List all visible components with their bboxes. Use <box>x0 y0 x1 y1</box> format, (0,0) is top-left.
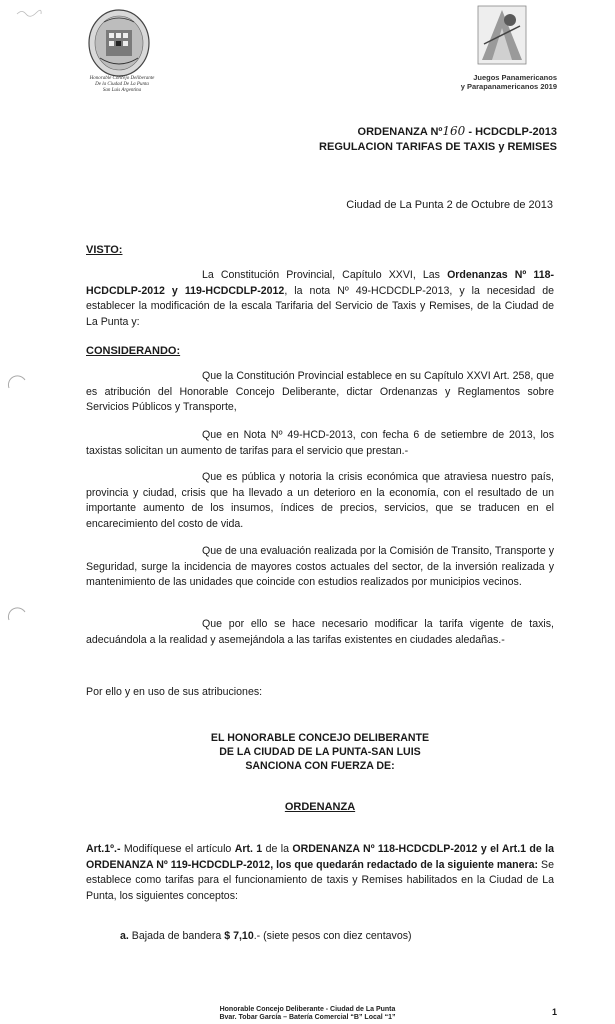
visto-bold-text: Ordenanzas Nº 118-HCDCDLP-2012 y 119-HCDCDLP-2012 <box>86 269 555 297</box>
ordinance-prefix: ORDENANZA Nº <box>357 126 443 138</box>
por-ello-line: Por ello y en uso de sus atribuciones: <box>86 686 263 698</box>
sanciona-line: EL HONORABLE CONCEJO DELIBERANTE <box>210 732 430 744</box>
considerando-paragraph: Que por ello se hace necesario modificar la tarifa vigente de taxis, adecuándola a la realidad y asemejándola a las tarifas existentes en ciudades aledañas.- <box>86 618 554 646</box>
article-1-text: Modifíquese el artículo <box>123 843 235 855</box>
tariff-item-a <box>120 930 412 942</box>
page-number: 1 <box>551 1007 557 1017</box>
ordinance-subject: REGULACION TARIFAS DE TAXIS y REMISES <box>319 141 557 153</box>
seal-caption-line: Honorable Concejo Deliberante <box>89 76 155 81</box>
item-rest: .- (siete pesos con diez centavos) <box>253 930 412 942</box>
sanciona-line: SANCIONA CON FUERZA DE: <box>245 760 395 772</box>
article-1-bold-text: ORDENANZA Nº 118-HCDCDLP-2012 y el Art.1 de la ORDENANZA Nº 119-HCDCDLP-2012, los que quedarán redactado de la siguiente manera: <box>86 843 554 871</box>
seal-caption <box>74 76 170 94</box>
considerando-paragraph: Que de una evaluación realizada por la Comisión de Transito, Transporte y Seguridad, surge la incidencia de mayores costos actuales del sector, de la inversión realizada y mantenimiento de las unidades que coincide con estudios realizados por municipios vecinos. <box>86 545 554 588</box>
sanciona-line: DE LA CIUDAD DE LA PUNTA-SAN LUIS <box>219 746 421 758</box>
punch-hole-icon <box>6 604 28 626</box>
document-date: Ciudad de La Punta 2 de Octubre de 2013 <box>346 199 553 211</box>
panamerican-games-logo <box>476 4 528 66</box>
sanciona-block <box>86 731 554 773</box>
considerando-heading: CONSIDERANDO: <box>86 345 181 357</box>
concejo-seal-logo <box>86 8 152 78</box>
punch-hole-icon <box>6 372 28 394</box>
event-line: Juegos Panamericanos <box>473 73 557 82</box>
handwritten-ordinance-number: 160 <box>442 124 466 138</box>
item-label: a. <box>120 930 129 942</box>
ordinance-suffix: - HCDCDLP-2013 <box>465 126 557 138</box>
footer-line: Honorable Concejo Deliberante - Ciudad de La Punta <box>219 1006 396 1013</box>
visto-text: , la nota Nº 49-HCDCDLP-2013, y la necesidad de establecer la modificación de la escala Tarifaria del Servicio de Taxis y Remises, de la Ciudad de La Punta y: <box>86 284 554 328</box>
panamerican-games-text <box>461 73 557 91</box>
article-1-bold-text: Art. 1 <box>234 843 263 855</box>
seal-caption-line: San Luis Argentina <box>102 88 142 93</box>
document-title <box>319 124 557 155</box>
ordinance-number-line <box>319 124 557 140</box>
visto-paragraph <box>86 268 554 330</box>
article-1-text: de la <box>262 843 293 855</box>
considerando-paragraph: Que es pública y notoria la crisis económica que atraviesa nuestro país, provincia y ciudad, crisis que ha llevado a un deterioro en la economía, con el resultado de un importante aumento de los insumos, índices de precios, servicios, que se traducen en el encarecimiento del costo de vida. <box>86 471 554 530</box>
article-1-text: Se establece como tarifas para el funcionamiento de taxis y Remises habilitados en la Ciudad de La Punta, los siguientes conceptos: <box>86 858 554 902</box>
seal-caption-line: De la Ciudad De La Punta <box>95 82 149 87</box>
visto-heading: VISTO: <box>86 244 123 256</box>
ordenanza-heading: ORDENANZA <box>284 801 356 813</box>
page-footer <box>0 1006 615 1022</box>
event-line: y Parapanamericanos 2019 <box>460 82 557 91</box>
item-text: Bajada de bandera <box>128 930 225 942</box>
item-amount: $ 7,10 <box>224 930 254 942</box>
article-1-label: Art.1º.- <box>86 843 124 855</box>
visto-text: La Constitución Provincial, Capítulo XXVI, Las <box>202 269 448 281</box>
corner-scribble-icon <box>16 8 42 18</box>
considerando-paragraph: Que la Constitución Provincial establece en su Capítulo XXVI Art. 258, que es atribución del Honorable Concejo Deliberante, dictar Ordenanzas y Reglamentos sobre Servicios Públicos y Transporte, <box>86 370 554 413</box>
footer-line: Bvar. Tobar García – Batería Comercial “B” Local “1” <box>219 1014 396 1021</box>
article-1-paragraph <box>86 842 554 904</box>
considerando-paragraph: Que en Nota Nº 49-HCD-2013, con fecha 6 de setiembre de 2013, los taxistas solicitan un aumento de tarifas para el servicio que prestan.- <box>86 429 554 457</box>
